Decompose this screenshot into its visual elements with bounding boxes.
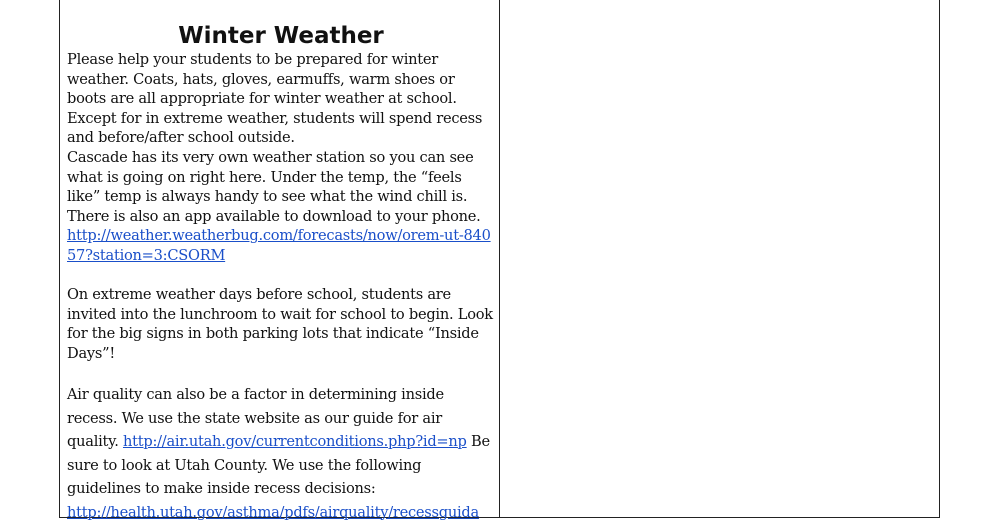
winter-weather-column	[67, 0, 495, 524]
recess-guidance-link[interactable]: http://health.utah.gov/asthma/pdfs/airquality/recessguida	[67, 503, 479, 521]
column-divider	[499, 0, 500, 518]
paragraph-preparation: Please help your students to be prepared for winter weather. Coats, hats, gloves, earmuffs, warm shoes or boots are all appropriate for winter weather at school. Except for in extreme weather, students will spend recess and before/after school outside.	[67, 51, 483, 147]
air-quality-text: Air quality can also be a factor in determining inside recess. We use the state website as our guide for air quality.	[67, 386, 444, 451]
paragraph-air-quality	[67, 383, 495, 524]
paragraph-gap	[67, 364, 495, 384]
paragraph-gap	[67, 266, 495, 286]
weather-station-text: Cascade has its very own weather station so you can see what is going on right here. Under the temp, the “feels like” temp is always handy to see what the wind chill is. There is also an app available to download to your phone.	[67, 148, 481, 225]
paragraph-weather-station	[67, 148, 495, 266]
page-title: Winter Weather	[178, 23, 384, 49]
air-quality-after-text: Be sure to look at Utah County. We use the following guidelines to make inside recess decisions:	[67, 433, 490, 498]
weatherbug-link[interactable]: http://weather.weatherbug.com/forecasts/now/orem-ut-84057?station=3:CSORM	[67, 227, 491, 264]
paragraph-inside-days: On extreme weather days before school, students are invited into the lunchroom to wait for school to begin. Look for the big signs in both parking lots that indicate “Inside Days”!	[67, 286, 493, 362]
air-quality-link[interactable]: http://air.utah.gov/currentconditions.php?id=np	[122, 433, 467, 451]
